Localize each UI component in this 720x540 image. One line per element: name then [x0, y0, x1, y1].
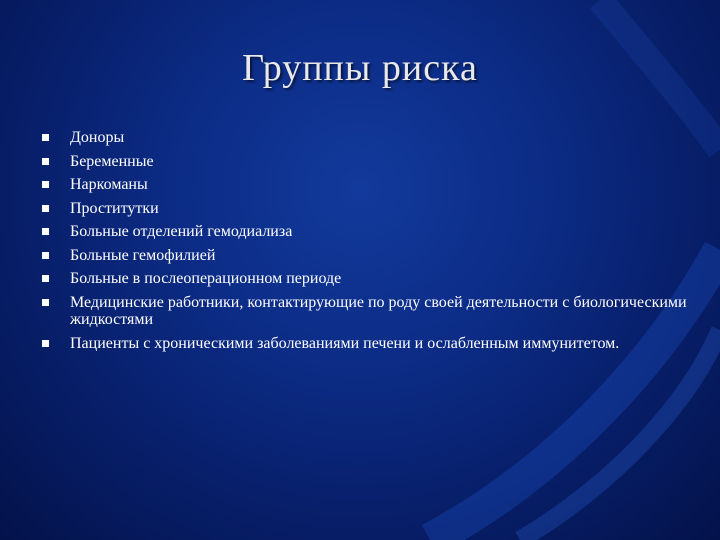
list-item-text: Наркоманы	[70, 176, 148, 193]
list-item-text: Больные отделений гемодиализа	[70, 223, 293, 240]
list-item	[42, 294, 692, 329]
square-bullet-icon	[42, 158, 49, 165]
list-item	[42, 335, 692, 353]
list-item-text: Пациенты с хроническими заболеваниями печени и ослабленным иммунитетом.	[70, 334, 620, 352]
square-bullet-icon	[42, 228, 49, 235]
list-item-text: Больные гемофилией	[70, 246, 216, 264]
slide-title: Группы риска	[242, 47, 478, 89]
list-item-text: Больные в послеоперационном периоде	[70, 270, 342, 287]
list-item	[42, 129, 692, 147]
bullet-list	[42, 129, 692, 358]
list-item	[42, 153, 692, 171]
list-item	[42, 247, 692, 265]
list-item	[42, 200, 692, 218]
square-bullet-icon	[42, 134, 49, 141]
list-item-text: Проститутки	[70, 199, 159, 217]
list-item-text: Медицинские работники, контактирующие по роду своей деятельности с биологическими жидкостями	[70, 293, 687, 328]
list-item-text: Беременные	[70, 152, 154, 170]
square-bullet-icon	[42, 205, 49, 212]
square-bullet-icon	[42, 181, 49, 188]
list-item-text: Доноры	[70, 129, 125, 146]
square-bullet-icon	[42, 252, 49, 259]
list-item	[42, 223, 692, 241]
square-bullet-icon	[42, 275, 49, 282]
list-item	[42, 270, 692, 288]
square-bullet-icon	[42, 340, 49, 347]
list-item	[42, 176, 692, 194]
square-bullet-icon	[42, 299, 49, 306]
